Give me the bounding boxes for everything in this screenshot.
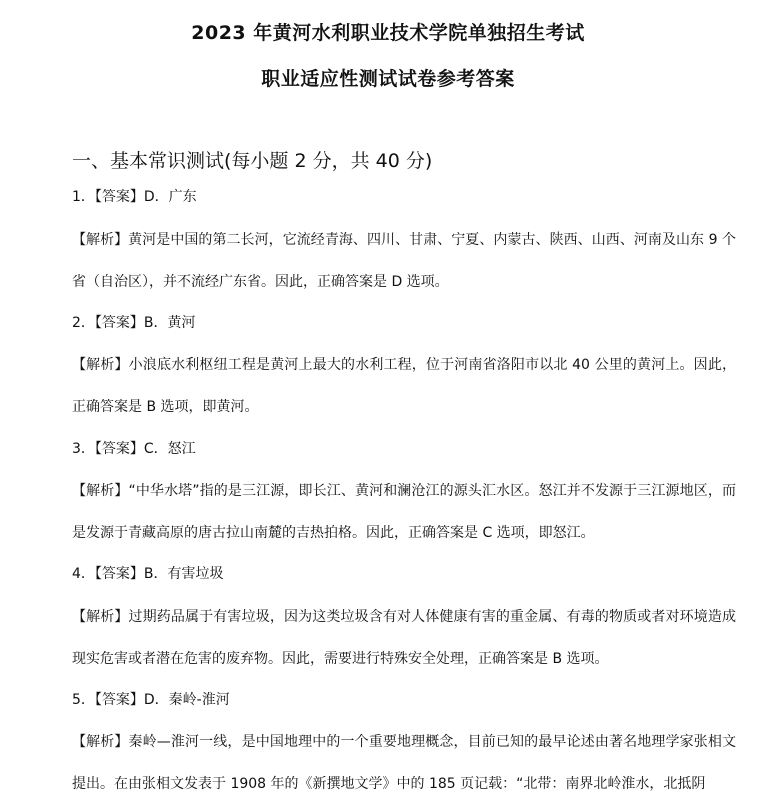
answer-line-4: 4．【答案】B．有害垃圾 bbox=[72, 566, 224, 582]
analysis-paragraph-4: 【解析】过期药品属于有害垃圾，因为这类垃圾含有对人体健康有害的重金属、有毒的物质或者对环境造成现实危害或者潜在危害的废弃物。因此，需要进行特殊安全处理，正确答案是 B 选项。 bbox=[72, 609, 736, 667]
analysis-paragraph-1: 【解析】黄河是中国的第二长河，它流经青海、四川、甘肃、宁夏、内蒙古、陕西、山西、河南及山东 9 个省（自治区），并不流经广东省。因此，正确答案是 D 选项。 bbox=[72, 232, 736, 290]
answer-line-2: 2．【答案】B．黄河 bbox=[72, 315, 196, 331]
answer-line-5: 5．【答案】D．秦岭-淮河 bbox=[72, 692, 230, 708]
section-heading: 一、基本常识测试(每小题 2 分，共 40 分) bbox=[72, 150, 433, 172]
analysis-paragraph-2: 【解析】小浪底水利枢纽工程是黄河上最大的水利工程，位于河南省洛阳市以北 40 公里的黄河上。因此，正确答案是 B 选项，即黄河。 bbox=[72, 357, 736, 415]
document-title-line-1: 2023 年黄河水利职业技术学院单独招生考试 bbox=[191, 22, 585, 44]
analysis-paragraph-3: 【解析】“中华水塔”指的是三江源，即长江、黄河和澜沧江的源头汇水区。怒江并不发源于三江源地区，而是发源于青藏高原的唐古拉山南麓的吉热拍格。因此，正确答案是 C 选项，即怒江。 bbox=[72, 483, 736, 541]
answer-line-1: 1．【答案】D．广东 bbox=[72, 189, 197, 205]
document-title-line-2: 职业适应性测试试卷参考答案 bbox=[261, 68, 515, 90]
answer-line-3: 3．【答案】C．怒江 bbox=[72, 441, 196, 457]
analysis-paragraph-5: 【解析】秦岭—淮河一线，是中国地理中的一个重要地理概念，目前已知的最早论述由著名地理学家张相文提出。在由张相文发表于 1908 年的《新撰地文学》中的 185 页记载：“北带：南界北岭淮水，北抵阴 bbox=[72, 734, 736, 792]
